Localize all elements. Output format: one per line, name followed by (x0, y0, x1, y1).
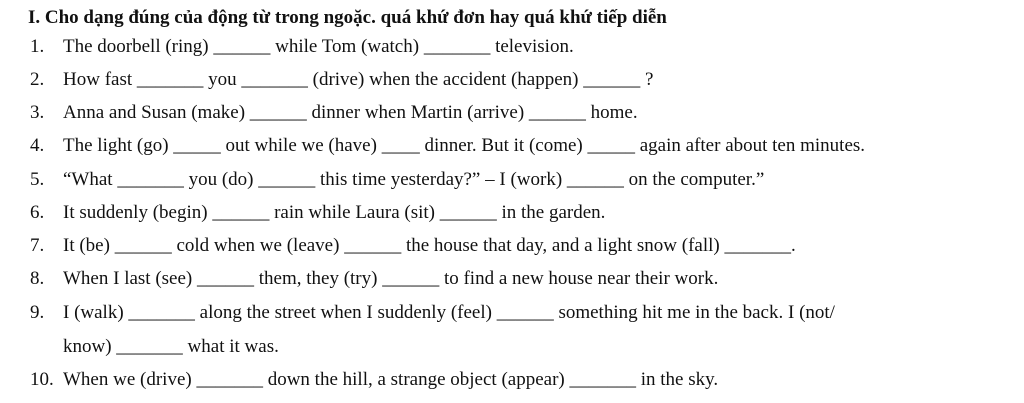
item-number: 9. (30, 302, 45, 323)
exercise-item-9-continued (30, 336, 279, 358)
item-number: 7. (30, 235, 45, 256)
exercise-item-9 (30, 302, 835, 324)
item-text: When we (drive) _______ down the hill, a strange object (appear) _______ in the sky. (63, 369, 719, 390)
exercise-item-5 (30, 169, 764, 191)
item-number: 5. (30, 169, 45, 190)
item-number: 1. (30, 36, 45, 57)
item-number: 8. (30, 268, 45, 289)
item-text: The doorbell (ring) ______ while Tom (watch) _______ television. (63, 36, 574, 57)
exercise-item-6 (30, 202, 605, 224)
item-number: 4. (30, 135, 45, 156)
exercise-item-2 (30, 69, 653, 91)
item-text: “What _______ you (do) ______ this time yesterday?” – I (work) ______ on the computer.” (63, 169, 765, 190)
item-number: 2. (30, 69, 45, 90)
exercise-item-3 (30, 102, 638, 124)
item-number: 3. (30, 102, 45, 123)
item-number: 10. (30, 369, 54, 390)
item-text: It (be) ______ cold when we (leave) ______ the house that day, and a light snow (fall) _______. (63, 235, 796, 256)
item-text: It suddenly (begin) ______ rain while Laura (sit) ______ in the garden. (63, 202, 606, 223)
item-text: Anna and Susan (make) ______ dinner when Martin (arrive) ______ home. (63, 102, 638, 123)
item-text: I (walk) _______ along the street when I suddenly (feel) ______ something hit me in the back. I (not/ (63, 302, 835, 323)
exercise-heading: I. Cho dạng đúng của động từ trong ngoặc. quá khứ đơn hay quá khứ tiếp diễn (28, 7, 667, 28)
exercise-item-4 (30, 135, 865, 157)
item-text: The light (go) _____ out while we (have) ____ dinner. But it (come) _____ again after about ten minutes. (63, 135, 866, 156)
exercise-item-1 (30, 36, 574, 58)
exercise-item-7 (30, 235, 796, 257)
exercise-item-8 (30, 268, 718, 290)
item-text: When I last (see) ______ them, they (try) ______ to find a new house near their work. (63, 268, 719, 289)
item-number: 6. (30, 202, 45, 223)
exercise-item-10 (30, 369, 718, 391)
item-text: How fast _______ you _______ (drive) when the accident (happen) ______ ? (63, 69, 654, 90)
item-text: know) _______ what it was. (63, 336, 279, 357)
